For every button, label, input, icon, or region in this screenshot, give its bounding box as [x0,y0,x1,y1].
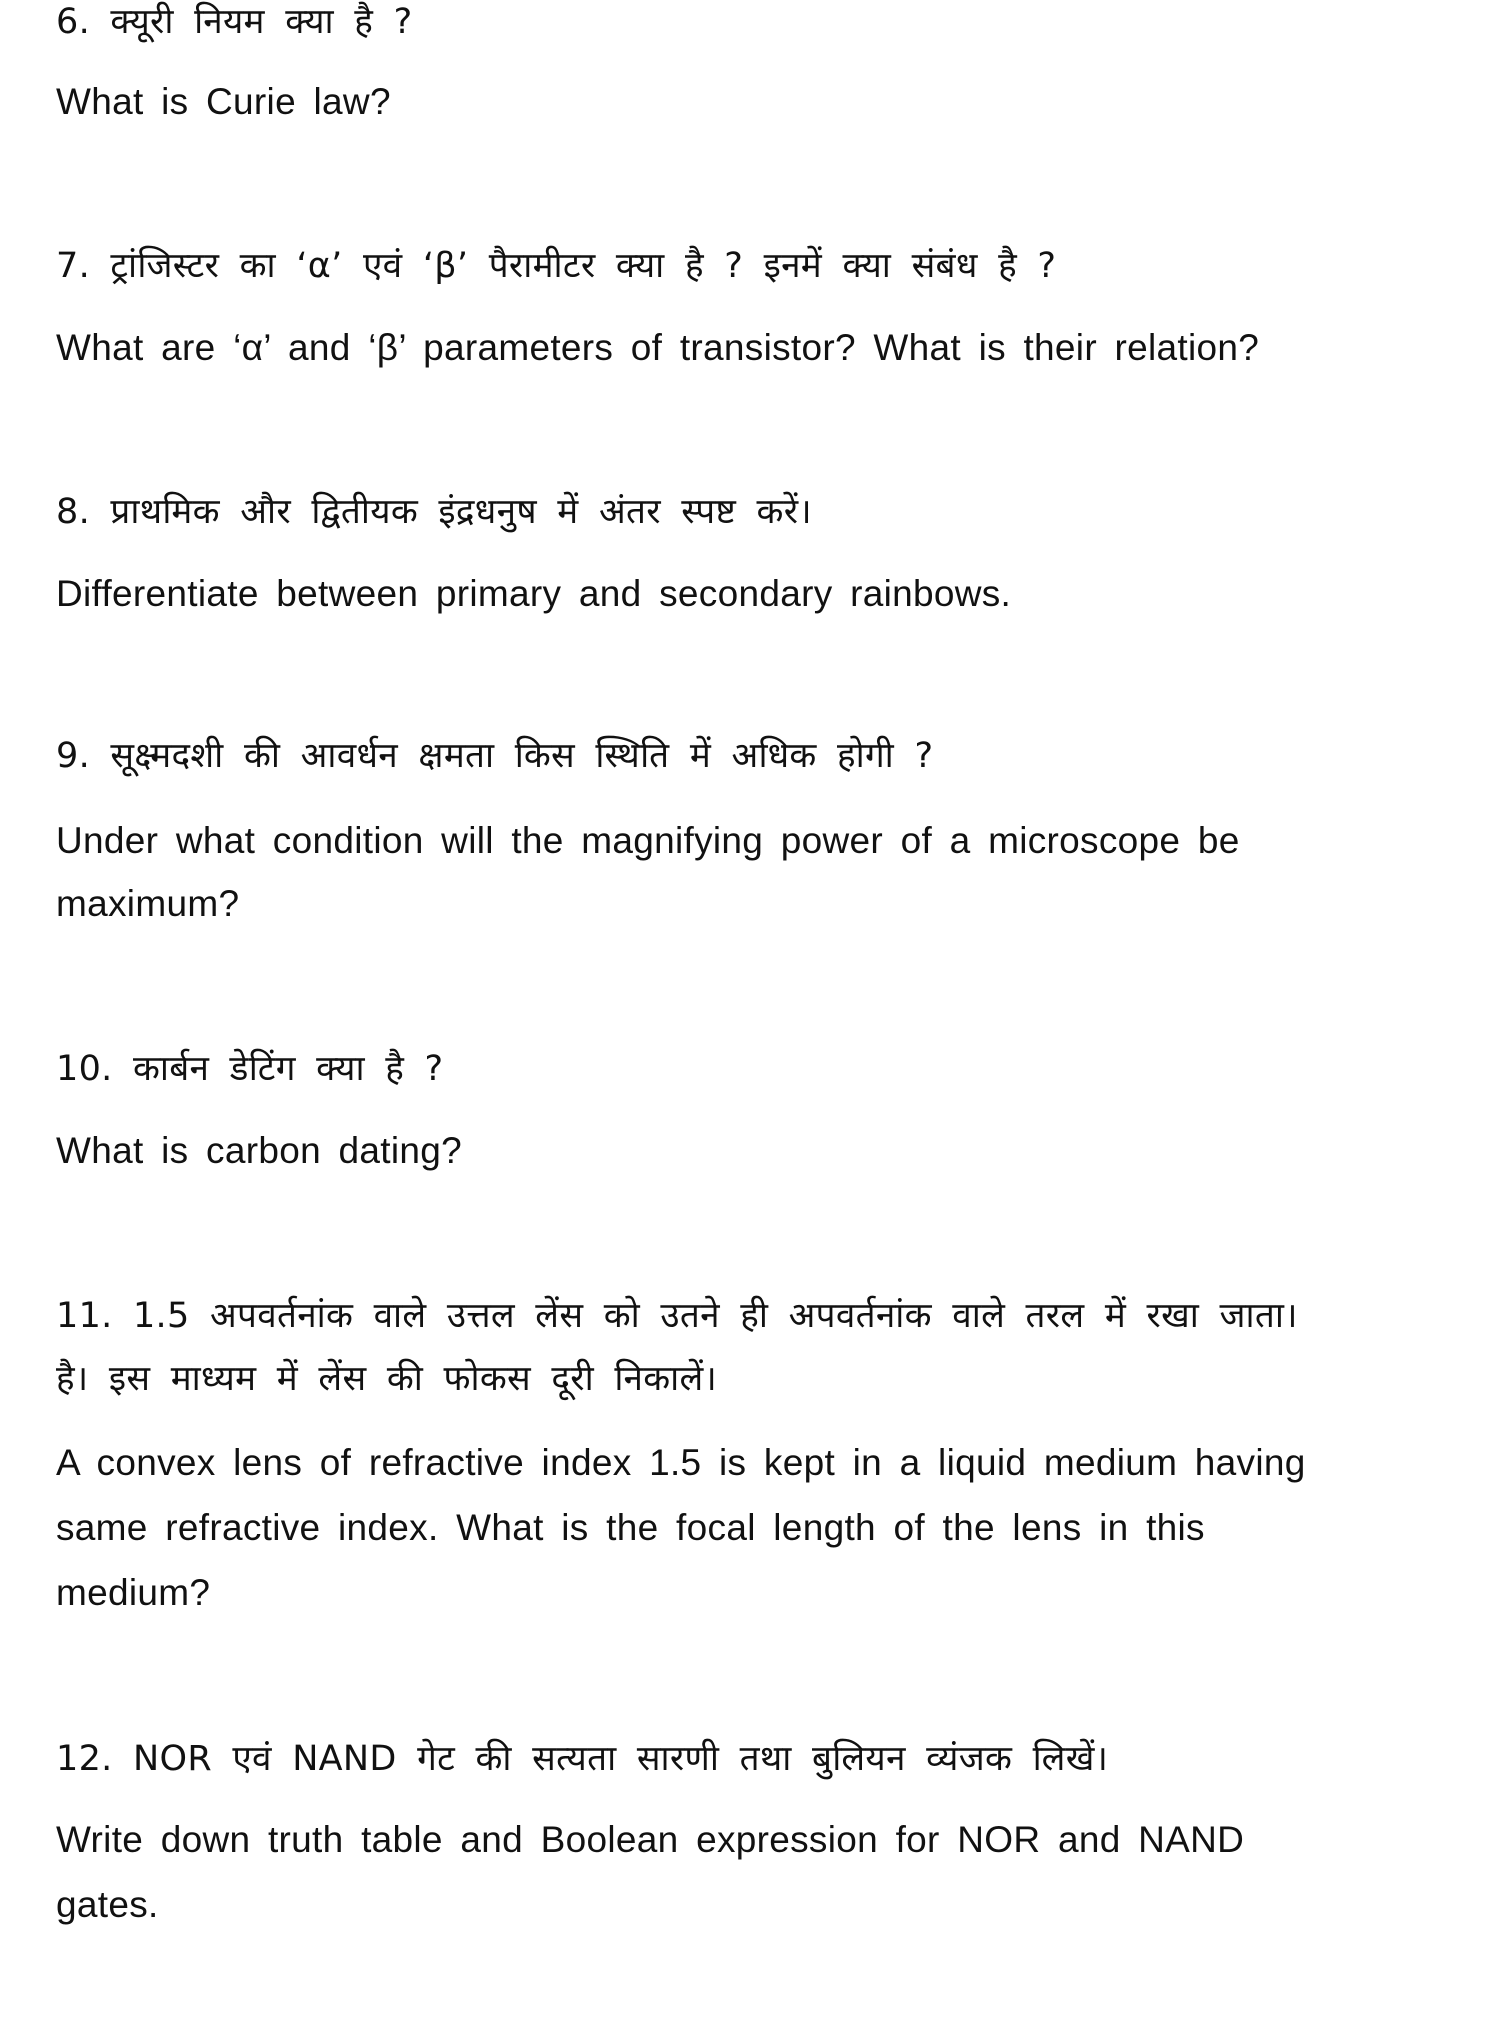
question-11-english-line-3: medium? [56,1572,211,1613]
question-11-english-line-2: same refractive index. What is the focal length of the lens in this [56,1507,1205,1548]
question-7-hindi: 7. ट्रांजिस्टर का ‘α’ एवं ‘β’ पैरामीटर क्या है ? इनमें क्या संबंध है ? [56,246,1057,286]
question-8-hindi: 8. प्राथमिक और द्वितीयक इंद्रधनुष में अंतर स्पष्ट करें। [56,492,812,532]
question-6-hindi: 6. क्यूरी नियम क्या है ? [56,2,413,42]
question-12-english-line-1: Write down truth table and Boolean expression for NOR and NAND [56,1819,1245,1860]
question-8-english: Differentiate between primary and secondary rainbows. [56,573,1012,614]
question-11-hindi-line-2: है। इस माध्यम में लेंस की फोकस दूरी निकालें। [56,1359,718,1399]
question-7-english: What are ‘α’ and ‘β’ parameters of transistor? What is their relation? [56,327,1260,368]
question-6-english: What is Curie law? [56,81,391,122]
question-9-hindi: 9. सूक्ष्मदशी की आवर्धन क्षमता किस स्थिति में अधिक होगी ? [56,736,934,776]
question-10-hindi: 10. कार्बन डेटिंग क्या है ? [56,1049,444,1089]
question-12-english-line-2: gates. [56,1884,159,1925]
question-12-hindi: 12. NOR एवं NAND गेट की सत्यता सारणी तथा बुलियन व्यंजक लिखें। [56,1739,1109,1779]
question-11-english-line-1: A convex lens of refractive index 1.5 is kept in a liquid medium having [56,1442,1306,1483]
question-10-english: What is carbon dating? [56,1130,463,1171]
question-9-english-line-1: Under what condition will the magnifying power of a microscope be [56,820,1240,861]
question-11-hindi-line-1: 11. 1.5 अपवर्तनांक वाले उत्तल लेंस को उतने ही अपवर्तनांक वाले तरल में रखा जाता। [56,1296,1298,1336]
question-9-english-line-2: maximum? [56,883,240,924]
